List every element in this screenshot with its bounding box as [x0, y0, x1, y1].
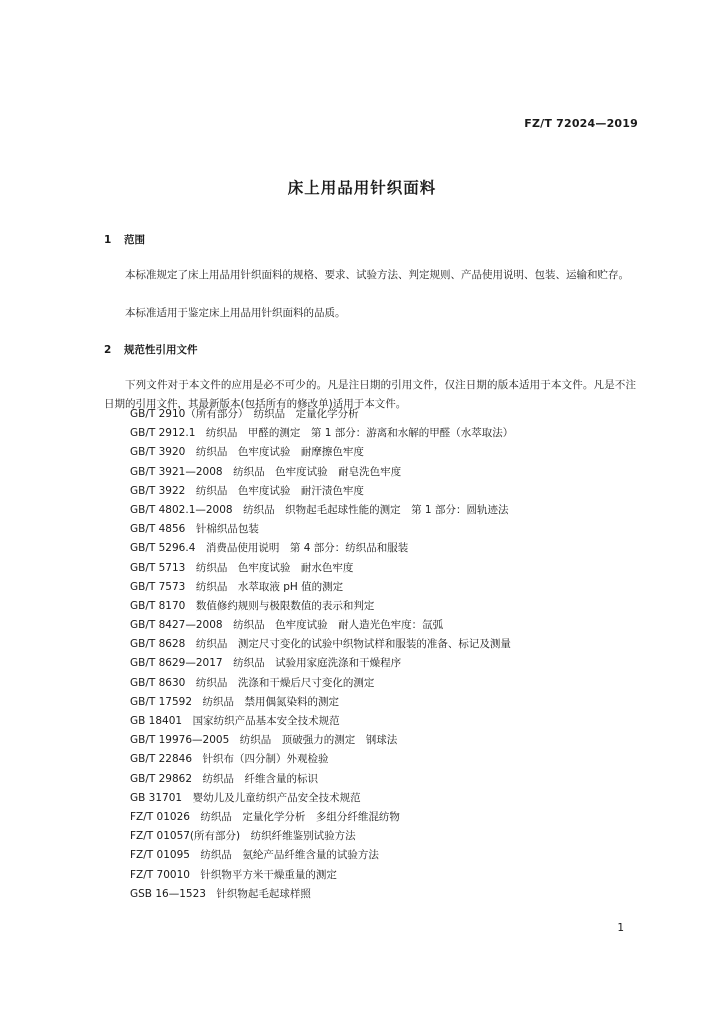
document-title: 床上用品用针织面料 — [287, 179, 437, 197]
reference-item: GB/T 22846 针织布（四分制）外观检验 — [130, 753, 329, 766]
normative-references-list — [130, 405, 513, 904]
reference-item: GB/T 8629—2017 纺织品 试验用家庭洗涤和干燥程序 — [130, 657, 402, 670]
reference-item: GSB 16—1523 针织物起毛起球样照 — [130, 887, 311, 900]
section-title: 规范性引用文件 — [124, 344, 198, 356]
reference-item: FZ/T 70010 针织物平方米干燥重量的测定 — [130, 868, 337, 881]
standard-number: FZ/T 72024—2019 — [524, 117, 638, 130]
reference-item: GB/T 5713 纺织品 色牢度试验 耐水色牢度 — [130, 561, 354, 574]
reference-item: GB/T 19976—2005 纺织品 顶破强力的测定 钢球法 — [130, 734, 398, 747]
section-title: 范围 — [124, 234, 145, 246]
reference-item: GB/T 29862 纺织品 纤维含量的标识 — [130, 772, 319, 785]
reference-item: GB/T 4856 针棉织品包装 — [130, 523, 259, 536]
reference-item: GB/T 8630 纺织品 洗涤和干燥后尺寸变化的测定 — [130, 676, 375, 689]
reference-item: GB/T 8628 纺织品 测定尺寸变化的试验中织物试样和服装的准备、标记及测量 — [130, 638, 511, 651]
scope-paragraph-1: 本标准规定了床上用品用针织面料的规格、要求、试验方法、判定规则、产品使用说明、包装、运输和贮存。 — [125, 269, 629, 281]
reference-item: GB/T 17592 纺织品 禁用偶氮染料的测定 — [130, 695, 340, 708]
reference-item: GB/T 7573 纺织品 水萃取液 pH 值的测定 — [130, 580, 344, 593]
references-intro-paragraph: 下列文件对于本文件的应用是必不可少的。凡是注日期的引用文件，仅注日期的版本适用于本文件。凡是不注日期的引用文件，其最新版本(包括所有的修改单)适用于本文件。 — [104, 379, 636, 410]
reference-item: GB/T 3921—2008 纺织品 色牢度试验 耐皂洗色牢度 — [130, 465, 402, 478]
reference-item: GB/T 3920 纺织品 色牢度试验 耐摩擦色牢度 — [130, 446, 364, 459]
page-number: 1 — [617, 922, 624, 934]
reference-item: FZ/T 01026 纺织品 定量化学分析 多组分纤维混纺物 — [130, 810, 400, 823]
section-number: 1 — [104, 234, 112, 246]
reference-item: FZ/T 01095 纺织品 氨纶产品纤维含量的试验方法 — [130, 849, 379, 862]
reference-item: GB 18401 国家纺织产品基本安全技术规范 — [130, 715, 340, 727]
reference-item: GB/T 5296.4 消费品使用说明 第 4 部分：纺织品和服装 — [130, 542, 409, 555]
reference-item: GB 31701 婴幼儿及儿童纺织产品安全技术规范 — [130, 791, 361, 804]
reference-item: GB/T 4802.1—2008 纺织品 织物起毛起球性能的测定 第 1 部分：圆轨迹法 — [130, 503, 509, 516]
section-number: 2 — [104, 344, 112, 356]
reference-item: GB/T 2910（所有部分） 纺织品 定量化学分析 — [130, 408, 359, 420]
reference-item: GB/T 3922 纺织品 色牢度试验 耐汗渍色牢度 — [130, 484, 364, 497]
scope-paragraph-2: 本标准适用于鉴定床上用品用针织面料的品质。 — [125, 307, 346, 319]
section-1-heading — [104, 232, 145, 247]
reference-item: FZ/T 01057(所有部分) 纺织纤维鉴别试验方法 — [130, 830, 356, 843]
reference-item: GB/T 8170 数值修约规则与极限数值的表示和判定 — [130, 599, 375, 612]
section-2-heading — [104, 342, 198, 357]
reference-item: GB/T 2912.1 纺织品 甲醛的测定 第 1 部分：游离和水解的甲醛（水萃取法） — [130, 427, 514, 440]
reference-item: GB/T 8427—2008 纺织品 色牢度试验 耐人造光色牢度：氙弧 — [130, 619, 444, 632]
